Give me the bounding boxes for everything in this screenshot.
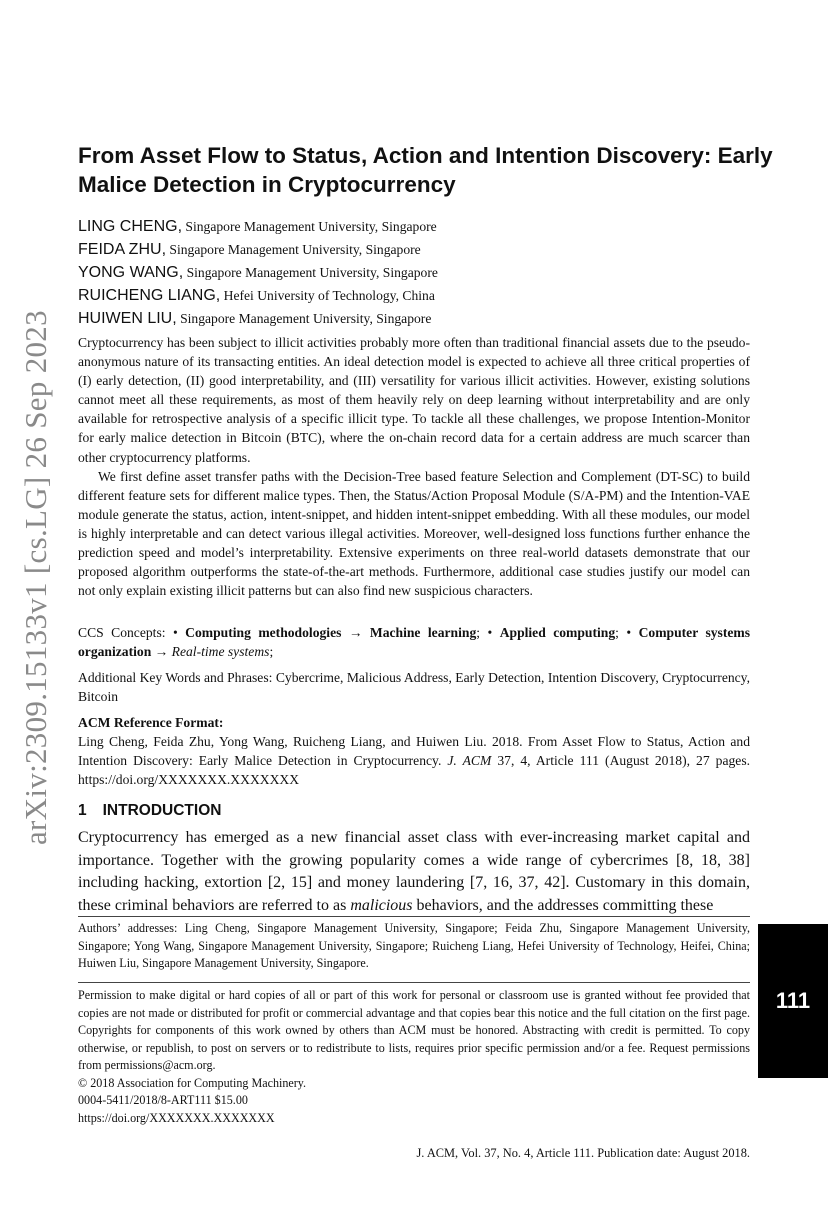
doi-line: https://doi.org/XXXXXXX.XXXXXXX — [78, 1110, 275, 1125]
copyright-line: © 2018 Association for Computing Machinery. — [78, 1075, 307, 1090]
ccs-lead: CCS Concepts: • — [78, 625, 186, 640]
ccs-concept: Computing methodologies — [185, 625, 342, 640]
ccs-concepts — [78, 623, 750, 661]
ccs-concept: Real-time systems — [171, 644, 270, 660]
article-number-tab — [758, 924, 828, 1078]
intro-emphasis: malicious — [350, 896, 413, 914]
author-name: HUIWEN LIU, — [78, 310, 177, 327]
permission-block — [78, 987, 750, 1127]
ccs-arrow: → — [341, 625, 370, 640]
author-affiliation: Singapore Management University, Singapore — [166, 242, 421, 257]
author-affiliation: Singapore Management University, Singapore — [176, 311, 432, 326]
ccs-concept: Machine learning — [369, 625, 477, 640]
author-name: LING CHENG, — [78, 218, 183, 235]
reference-text — [78, 732, 750, 789]
paper-title: From Asset Flow to Status, Action and Intention Discovery: Early Malice Detection in Cryptocurrency — [78, 143, 773, 197]
author-affiliation: Singapore Management University, Singapore — [182, 219, 437, 234]
ccs-concept: Applied computing — [499, 625, 616, 640]
author-line — [78, 284, 750, 307]
author-name: YONG WANG, — [78, 264, 184, 281]
ccs-end: ; — [269, 644, 274, 660]
reference-label: ACM Reference Format: — [78, 715, 224, 730]
permission-rule — [78, 982, 750, 983]
page-footer: J. ACM, Vol. 37, No. 4, Article 111. Publication date: August 2018. — [416, 1146, 750, 1160]
keywords: Additional Key Words and Phrases: Cybercrime, Malicious Address, Early Detection, Intention Discovery, Cryptocurrency, Bitcoin — [78, 670, 750, 705]
intro-text: behaviors, and the addresses committing these — [412, 896, 714, 914]
author-line — [78, 261, 750, 284]
ccs-separator: ; • — [476, 625, 500, 640]
author-list — [78, 215, 750, 330]
author-affiliation: Hefei University of Technology, China — [220, 288, 435, 303]
abstract-paragraph-2: We first define asset transfer paths with the Decision-Tree based feature Selection and Complement (DT-SC) to build different feature sets for different malice types. Then, the Status/Action Proposal Module (S/A-PM) and the Intention-VAE module generate the status, action, intent-snippet, and hidden intent-snippet embedding. With all these modules, our model is highly interpretable and can detect various illegal activities. Moreover, well-designed loss functions further enhance the prediction speed and model’s interpretability. Extensive experiments on three real-world datasets demonstrate that our proposed algorithm outperforms the state-of-the-art methods. Furthermore, additional case studies justify our model can not only explain existing illicit patterns but can also find new suspicious characters. — [78, 468, 750, 599]
abstract — [78, 333, 750, 600]
section-number: 1 — [78, 802, 87, 819]
article-number: 111 — [775, 988, 811, 1013]
author-line — [78, 307, 750, 330]
footnote-rule — [78, 916, 750, 917]
author-line — [78, 215, 750, 238]
author-affiliation: Singapore Management University, Singapore — [183, 265, 438, 280]
intro-text: Cryptocurrency has emerged as a new financial asset class with ever-increasing market capital and importance. Together with the growing popularity comes a wide range of cybercrimes [8, 18, 38] including hacking, extortion [2, 15] and money laundering [7, 16, 37, 42]. Customary in this domain, these criminal behaviors are referred to as — [78, 829, 750, 914]
intro-paragraph — [78, 827, 750, 917]
arxiv-stamp: arXiv:2309.15133v1 [cs.LG] 26 Sep 2023 — [18, 310, 53, 845]
reference-details: 37, 4, Article 111 (August 2018), 27 pages. https://doi.org/XXXXXXX.XXXXXXX — [78, 753, 751, 788]
author-name: RUICHENG LIANG, — [78, 287, 221, 304]
section-heading — [78, 802, 221, 820]
acm-reference — [78, 713, 750, 789]
ccs-separator: ; • — [615, 625, 639, 640]
authors-addresses: Authors’ addresses: Ling Cheng, Singapore Management University, Singapore; Feida Zhu, Singapore Management University, Singapore; Yong Wang, Singapore Management University, Singapore; Ruicheng Liang, Hefei University of Technology, Heifei, China; Huiwen Liu, Singapore Management University, Singapore. — [78, 921, 750, 970]
section-title: INTRODUCTION — [102, 802, 222, 819]
ccs-arrow: → — [151, 644, 172, 660]
issn-line: 0004-5411/2018/8-ART111 $15.00 — [78, 1093, 248, 1107]
reference-citation: Ling Cheng, Feida Zhu, Yong Wang, Ruicheng Liang, and Huiwen Liu. 2018. From Asset Flow to Status, Action and Intention Discovery: Early Malice Detection in Cryptocurrency. — [78, 734, 750, 769]
author-line — [78, 238, 750, 261]
reference-journal: J. ACM — [447, 753, 492, 769]
author-name: FEIDA ZHU, — [78, 241, 167, 258]
permission-text: Permission to make digital or hard copies of all or part of this work for personal or classroom use is granted without fee provided that copies are not made or distributed for profit or commercial advantage and that copies bear this notice and the full citation on the first page. Copyrights for components of this work owned by others than ACM must be honored. Abstracting with credit is permitted. To copy otherwise, or republish, to post on servers or to redistribute to lists, requires prior specific permission and/or a fee. Request permissions from permissions@acm.org. — [78, 988, 750, 1072]
abstract-paragraph-1: Cryptocurrency has been subject to illicit activities probably more often than traditional financial assets due to the pseudo-anonymous nature of its transacting entities. An ideal detection model is expected to achieve all three critical properties of (I) early detection, (II) good interpretability, and (III) versatility for various illicit activities. However, existing solutions cannot meet all these requirements, as most of them heavily rely on deep learning without interpretability and are only available for retrospective analysis of a specific illicit type. To tackle all these challenges, we propose Intention-Monitor for early malice detection in Bitcoin (BTC), where the on-chain record data for a certain address are much scarcer than other cryptocurrency platforms. — [78, 335, 750, 465]
ccs-concept: Computer systems organization — [78, 625, 750, 660]
